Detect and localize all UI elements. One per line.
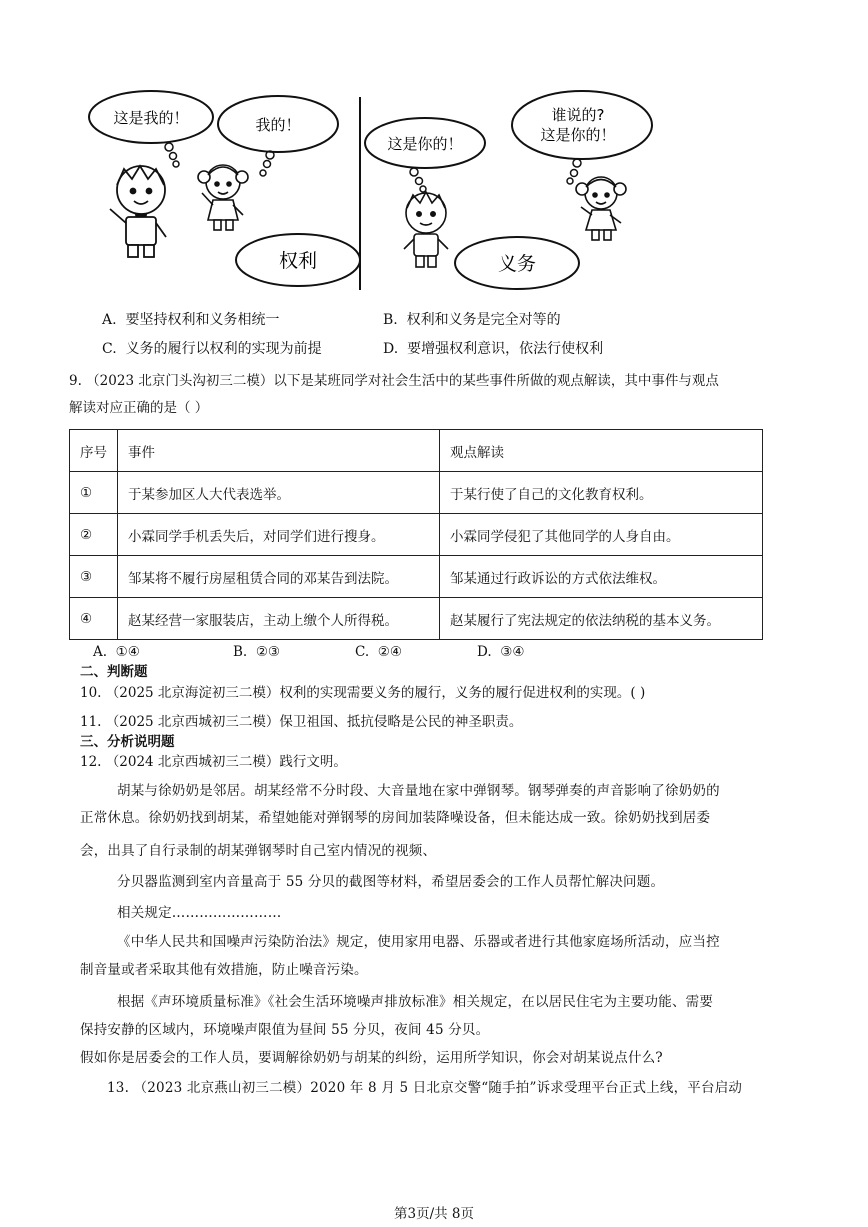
section-2-title: 二、判断题 — [80, 664, 148, 680]
q13-text: 13. （2023 北京燕山初三二模）2020 年 8 月 5 日北京交警“随手拍”诉求受理平台正式上线，平台启动 — [107, 1080, 743, 1096]
table-cell: ② — [70, 514, 118, 556]
option-letter: D. — [383, 341, 399, 357]
table-header-cell: 序号 — [70, 430, 118, 472]
option-text: 义务的履行以权利的实现为前提 — [125, 341, 322, 357]
table-cell: 小霖同学手机丢失后，对同学们进行搜身。 — [118, 514, 440, 556]
option-letter: D. — [477, 644, 492, 660]
option-text: ②④ — [377, 644, 402, 660]
table-cell: 邹某通过行政诉讼的方式依法维权。 — [440, 556, 763, 598]
q9-option-b — [233, 642, 280, 662]
option-text: 权利和义务是完全对等的 — [406, 312, 561, 328]
option-text: 要坚持权利和义务相统一 — [125, 312, 280, 328]
option-letter: B. — [233, 644, 248, 660]
q12-line: 根据《声环境质量标准》《社会生活环境噪声排放标准》相关规定，在以居民住宅为主要功能、需要 — [117, 994, 714, 1010]
q11-text: 11. （2025 北京西城初三二模）保卫祖国、抵抗侵略是公民的神圣职责。 — [80, 714, 523, 730]
q9-table — [69, 429, 763, 640]
option-letter: A. — [102, 312, 117, 328]
table-cell: ④ — [70, 598, 118, 640]
table-cell: 小霖同学侵犯了其他同学的人身自由。 — [440, 514, 763, 556]
bubble-text-4a: 谁说的? — [551, 106, 605, 124]
bubble-text-1: 这是我的！ — [113, 109, 189, 127]
q12-line: 相关规定…………………… — [117, 905, 282, 921]
boy-figure-left — [110, 166, 166, 257]
rights-label: 权利 — [278, 250, 318, 272]
q12-line: 《中华人民共和国噪声污染防治法》规定，使用家用电器、乐器或者进行其他家庭场所活动，应当控 — [117, 934, 720, 950]
q8-option-c — [102, 339, 322, 359]
table-cell: ③ — [70, 556, 118, 598]
q12-line: 制音量或者采取其他有效措施，防止噪音污染。 — [80, 962, 368, 978]
q9-option-a — [93, 642, 140, 662]
table-cell: 赵某经营一家服装店，主动上缴个人所得税。 — [118, 598, 440, 640]
q9-option-c — [355, 642, 402, 662]
speech-bubble-4 — [512, 91, 652, 159]
girl-figure-left — [198, 165, 248, 230]
section-3-title: 三、分析说明题 — [80, 734, 175, 750]
table-cell: ① — [70, 472, 118, 514]
q12-line: 胡某与徐奶奶是邻居。胡某经常不分时段、大音量地在家中弹钢琴。钢琴弹奏的声音影响了徐奶奶的 — [117, 783, 720, 799]
option-text: 要增强权利意识，依法行使权利 — [407, 341, 604, 357]
q8-option-b — [383, 310, 561, 330]
option-text: ①④ — [115, 644, 140, 660]
bubble-text-4b: 这是你的！ — [540, 126, 616, 144]
q9-option-d — [477, 642, 524, 662]
table-header-row — [70, 430, 763, 472]
option-text: ③④ — [500, 644, 525, 660]
table-cell: 于某行使了自己的文化教育权利。 — [440, 472, 763, 514]
rights-duties-illustration — [80, 85, 670, 300]
table-cell: 赵某履行了宪法规定的依法纳税的基本义务。 — [440, 598, 763, 640]
option-letter: A. — [93, 644, 108, 660]
q12-head: 12. （2024 北京西城初三二模）践行文明。 — [80, 754, 347, 770]
q12-question: 假如你是居委会的工作人员，要调解徐奶奶与胡某的纠纷，运用所学知识，你会对胡某说点什么? — [80, 1050, 663, 1066]
option-letter: B. — [383, 312, 398, 328]
option-letter: C. — [355, 644, 370, 660]
table-row — [70, 472, 763, 514]
girl-figure-right — [576, 177, 626, 240]
q12-line: 保持安静的区域内，环境噪声限值为昼间 55 分贝，夜间 45 分贝。 — [80, 1022, 490, 1038]
table-row — [70, 598, 763, 640]
table-row — [70, 514, 763, 556]
q10-text: 10. （2025 北京海淀初三二模）权利的实现需要义务的履行，义务的履行促进权利的实现。( ) — [80, 685, 646, 701]
table-row — [70, 556, 763, 598]
q12-line: 正常休息。徐奶奶找到胡某，希望她能对弹钢琴的房间加装降噪设备，但未能达成一致。徐奶奶找到居委 — [80, 810, 711, 826]
q9-stem-line2: 解读对应正确的是（ ） — [69, 400, 209, 416]
table-header-cell: 事件 — [118, 430, 440, 472]
boy-figure-right — [404, 192, 448, 267]
table-cell: 于某参加区人大代表选举。 — [118, 472, 440, 514]
table-header-cell: 观点解读 — [440, 430, 763, 472]
option-letter: C. — [102, 341, 117, 357]
table-cell: 邹某将不履行房屋租赁合同的邓某告到法院。 — [118, 556, 440, 598]
q8-option-a — [102, 310, 279, 330]
q8-option-d — [383, 339, 603, 359]
bubble-text-3: 这是你的！ — [387, 135, 463, 153]
option-text: ②③ — [255, 644, 281, 660]
q12-line: 分贝器监测到室内音量高于 55 分贝的截图等材料，希望居委会的工作人员帮忙解决问题。 — [117, 874, 665, 890]
q12-line: 会，出具了自行录制的胡某弹钢琴时自己室内情况的视频、 — [80, 843, 437, 859]
page-footer: 第3页/共 8页 — [393, 1206, 475, 1222]
bubble-text-2: 我的！ — [255, 116, 301, 134]
q9-stem-line1: 9. （2023 北京门头沟初三二模）以下是某班同学对社会生活中的某些事件所做的观点解读，其中事件与观点 — [69, 373, 719, 389]
duties-label: 义务 — [497, 253, 537, 275]
